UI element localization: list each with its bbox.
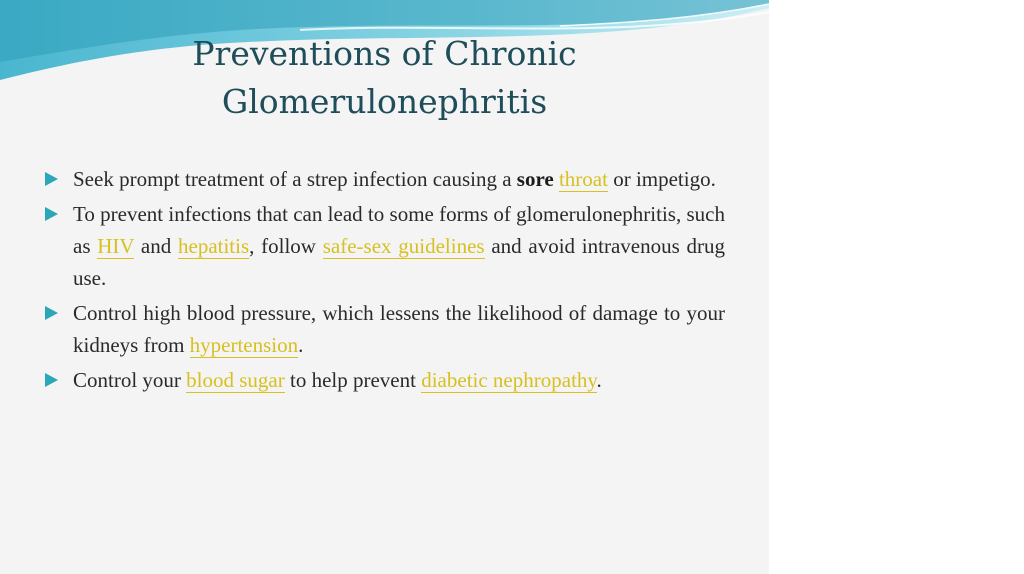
link-diabetic-nephropathy[interactable]: diabetic nephropathy	[421, 368, 597, 392]
arrow-bullet-icon	[45, 172, 58, 186]
link-blood-sugar[interactable]: blood sugar	[186, 368, 285, 392]
bullet-item: To prevent infections that can lead to some forms of glomerulonephritis, such as HIV and hepatitis, follow safe-sex guidelines and avoid intravenous drug use.	[45, 198, 725, 294]
bullet-item: Control your blood sugar to help prevent diabetic nephropathy.	[45, 364, 725, 396]
link-safe-sex-guidelines[interactable]: safe-sex guidelines	[322, 234, 485, 258]
link-hepatitis[interactable]: hepatitis	[178, 234, 250, 258]
title-line-1: Preventions of Chronic	[192, 34, 577, 73]
slide-title	[0, 30, 769, 126]
link-hypertension[interactable]: hypertension	[189, 333, 299, 357]
bold-text-sore: sore	[516, 167, 554, 191]
arrow-bullet-icon	[45, 373, 58, 387]
title-line-2: Glomerulonephritis	[221, 82, 548, 121]
arrow-bullet-icon	[45, 306, 58, 320]
bullet-list	[45, 163, 725, 399]
bullet-item: Control high blood pressure, which lessens the likelihood of damage to your kidneys from hypertension.	[45, 297, 725, 361]
arrow-bullet-icon	[45, 207, 58, 221]
bullet-item: Seek prompt treatment of a strep infection causing a sore throat or impetigo.	[45, 163, 725, 195]
link-throat[interactable]: throat	[558, 167, 608, 191]
link-hiv[interactable]: HIV	[97, 234, 135, 258]
